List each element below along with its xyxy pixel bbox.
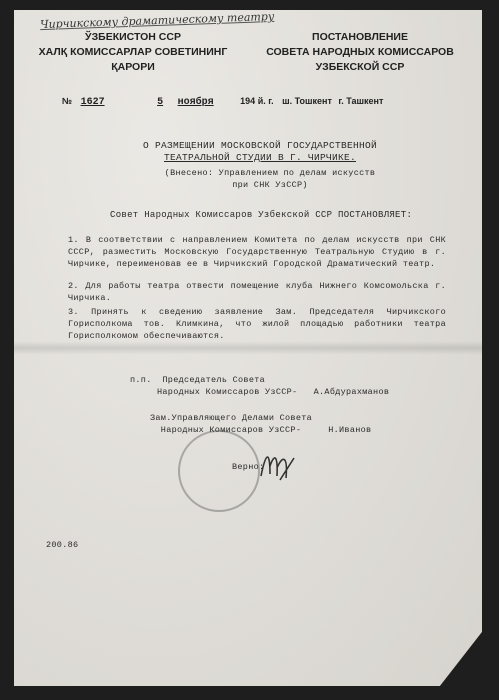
archive-mark: 200.86 [46,540,79,550]
document-day: 5 [157,97,164,108]
handwritten-note: Чирчикскому драматическому театру [39,9,275,32]
signature-icon [258,446,298,486]
paragraph-3: 3. Принять к сведению заявление Зам. Председателя Чирчикского Горисполкома тов. Климкина, что жилой площадью работники театра Горисполкомом обеспечиваются. [68,307,446,341]
decree-title [90,140,430,164]
paragraph-2: 2. Для работы театра отвести помещение клуба Нижнего Комсомольска г. Чирчика. [68,281,446,303]
place-uzbek: ш. Тошкент [282,96,332,106]
document-page [14,10,482,686]
decree-title-line1: О РАЗМЕЩЕНИИ МОСКОВСКОЙ ГОСУДАРСТВЕННОЙ [142,140,378,151]
place-russian: г. Ташкент [338,96,384,106]
document-year-suffix: й. г. [257,96,274,106]
verified-label: Верно: [232,462,265,472]
document-number-line [62,96,383,108]
decree-title-line2: ТЕАТРАЛЬНОЙ СТУДИИ В Г. ЧИРЧИКЕ. [163,152,357,163]
header-russian-line1: ПОСТАНОВЛЕНИЕ [312,31,408,43]
header-uzbek [28,30,238,75]
header-uzbek-line2: ХАЛҚ КОМИССАРЛАР СОВЕТИНИНГ [38,46,228,58]
document-number: 1627 [80,97,105,108]
document-month: ноября [177,97,214,108]
paragraph-1: 1. В соответствии с направлением Комитета по делам искусств при СНК СССР, разместить Московскую Государственную Театральную Студию в г. Чирчике, переименовав ее в Чирчикский Городской Драматический театр. [68,235,446,269]
signature-deputy: Зам.Управляющего Делами Совета Народных Комиссаров УзССР- Н.Иванов [150,413,372,435]
decree-subtitle [120,167,420,191]
decree-subtitle-line1: (Внесено: Управлением по делам искусств [164,168,376,178]
number-label: № [62,96,73,106]
document-year-prefix: 194 [240,96,256,106]
decree-subtitle-line2: при СНК УзССР) [232,180,308,190]
header-russian [255,30,465,75]
header-uzbek-line3: ҚАРОРИ [111,61,155,73]
header-uzbek-line1: ЎЗБЕКИСТОН ССР [85,31,181,43]
decree-statement: Совет Народных Комиссаров Узбекской ССР ПОСТАНОВЛЯЕТ: [110,210,413,220]
header-russian-line3: УЗБЕКСКОЙ ССР [315,61,405,73]
header-russian-line2: СОВЕТА НАРОДНЫХ КОМИССАРОВ [266,46,454,58]
signature-chairman: п.п. Председатель Совета Народных Комиссаров УзССР- А.Абдурахманов [130,375,390,397]
handwritten-signature [258,446,298,491]
